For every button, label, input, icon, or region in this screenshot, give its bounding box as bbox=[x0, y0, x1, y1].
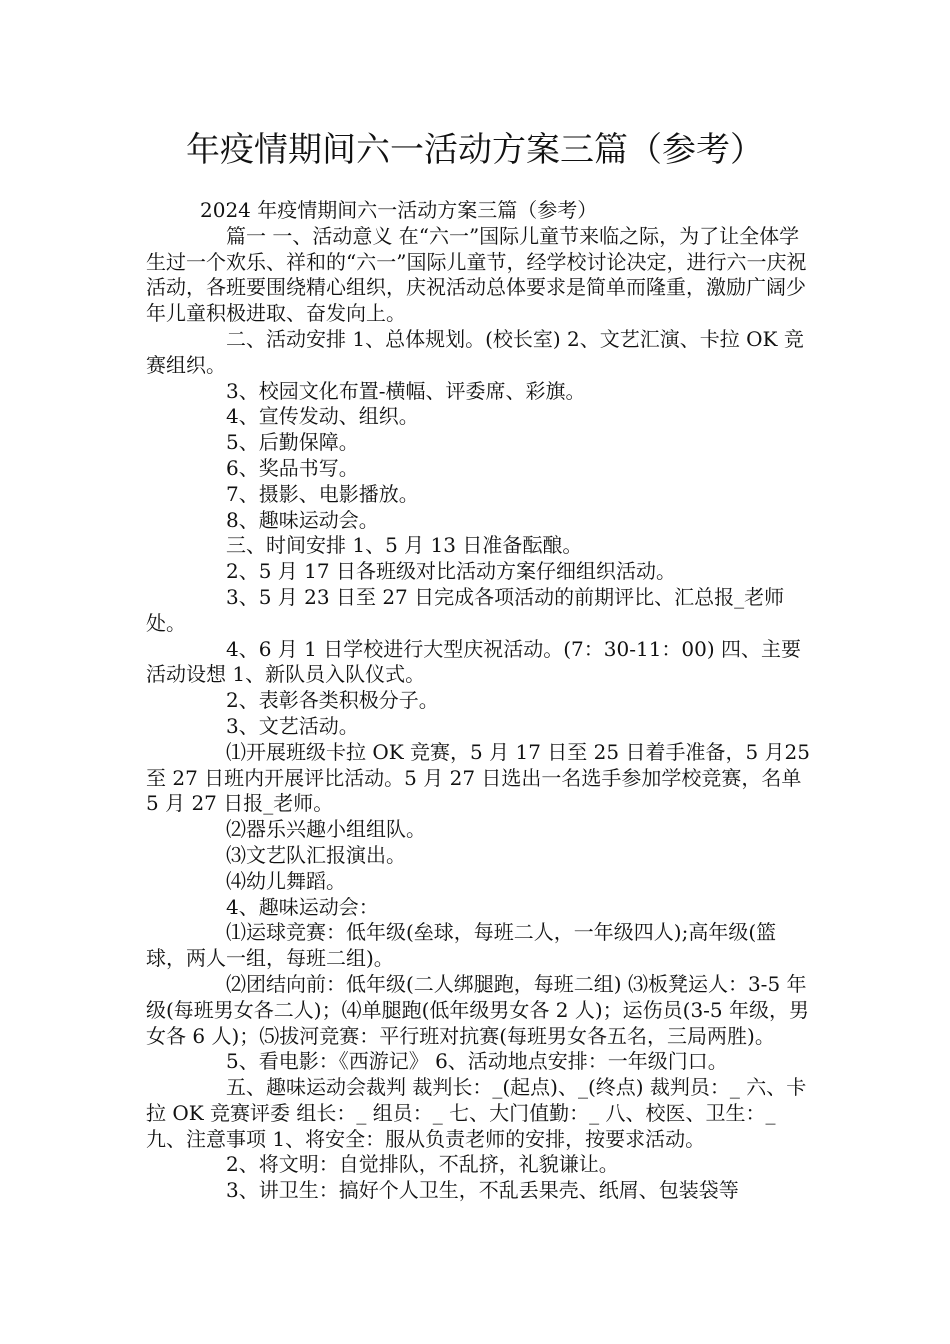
paragraph: 4、趣味运动会： bbox=[226, 894, 379, 919]
document-subtitle: 2024 年疫情期间六一活动方案三篇（参考） bbox=[200, 198, 598, 222]
paragraph: 2、表彰各类积极分子。 bbox=[226, 688, 439, 713]
paragraph: 五、趣味运动会裁判 裁判长：_(起点)、_(终点) 裁判员：_ 六、卡拉 OK 竞赛评委 组长：_ 组员：_ 七、大门值勤：_ 八、校医、卫生：_ 九、注意事项 1、将安全：服从负责老师的安排，按要求活动。 bbox=[146, 1075, 807, 1151]
paragraph: 4、宣传发动、组织。 bbox=[226, 404, 419, 429]
paragraph: ⑴开展班级卡拉 OK 竞赛，5 月 17 日至 25 日着手准备，5 月25 至 27 日班内开展评比活动。5 月 27 日选出一名选手参加学校竞赛，名单 5 月 27 日报_老师。 bbox=[146, 739, 810, 816]
paragraph: ⑶文艺队汇报演出。 bbox=[226, 842, 406, 867]
paragraph: 3、5 月 23 日至 27 日完成各项活动的前期评比、汇总报_老师处。 bbox=[146, 584, 785, 635]
paragraph: 3、校园文化布置-横幅、评委席、彩旗。 bbox=[226, 378, 586, 403]
paragraph: 7、摄影、电影播放。 bbox=[226, 481, 419, 506]
paragraph: 2、5 月 17 日各班级对比活动方案仔细组织活动。 bbox=[226, 559, 676, 584]
paragraph: 3、文艺活动。 bbox=[226, 713, 359, 738]
paragraph: 8、趣味运动会。 bbox=[226, 507, 379, 532]
paragraph: ⑷幼儿舞蹈。 bbox=[226, 868, 346, 893]
paragraph: 5、后勤保障。 bbox=[226, 430, 359, 455]
paragraph: 4、6 月 1 日学校进行大型庆祝活动。(7：30-11：00) 四、主要活动设想 1、新队员入队仪式。 bbox=[146, 636, 802, 687]
paragraph: 6、奖品书写。 bbox=[226, 455, 359, 480]
paragraph: 3、讲卫生：搞好个人卫生，不乱丢果壳、纸屑、包装袋等 bbox=[226, 1178, 739, 1203]
paragraph: 三、时间安排 1、5 月 13 日准备酝酿。 bbox=[226, 533, 583, 558]
paragraph: ⑴运球竞赛：低年级(垒球，每班二人，一年级四人);高年级(篮球，两人一组，每班二组)。 bbox=[146, 920, 777, 971]
paragraph: 篇一 一、活动意义 在“六一”国际儿童节来临之际，为了让全体学生过一个欢乐、祥和的“六一”国际儿童节，经学校讨论决定，进行六一庆祝活动，各班要围绕精心组织，庆祝活动总体要求是简单而隆重，激励广阔少年儿童积极进取、奋发向上。 bbox=[146, 223, 807, 326]
document-title: 年疫情期间六一活动方案三篇（参考） bbox=[186, 130, 764, 170]
paragraph: 二、活动安排 1、总体规划。(校长室) 2、文艺汇演、卡拉 OK 竞赛组织。 bbox=[146, 326, 804, 377]
paragraph: 5、看电影：《西游记》 6、活动地点安排：一年级门口。 bbox=[226, 1049, 728, 1074]
document-body bbox=[146, 198, 814, 1204]
paragraph: ⑵器乐兴趣小组组队。 bbox=[226, 817, 426, 842]
paragraph: ⑵团结向前：低年级(二人绑腿跑，每班二组) ⑶板凳运人：3-5 年级(每班男女各二人)；⑷单腿跑(低年级男女各 2 人)；运伤员(3-5 年级，男女各 6 人)；⑸拔河竞赛：平行班对抗赛(每班男女各五名，三局两胜)。 bbox=[146, 971, 810, 1048]
paragraph: 2、将文明：自觉排队，不乱挤，礼貌谦让。 bbox=[226, 1152, 619, 1177]
